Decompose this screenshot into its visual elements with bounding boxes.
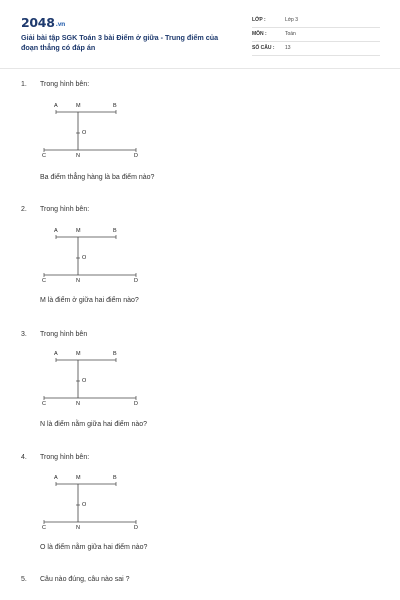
question-text: M là điểm ở giữa hai điểm nào?	[40, 297, 139, 304]
geometry-figure	[38, 103, 148, 165]
point-label-a: A	[54, 103, 58, 109]
point-label-b: B	[113, 351, 117, 357]
point-label-n: N	[76, 278, 80, 284]
point-label-d: D	[134, 525, 138, 531]
point-label-b: B	[113, 475, 117, 481]
point-label-m: M	[76, 351, 81, 357]
point-label-o: O	[82, 378, 87, 384]
meta-label: SỐ CÂU :	[252, 45, 275, 51]
question-prompt: Trong hình bên:	[40, 454, 90, 461]
document-meta	[252, 15, 380, 57]
question-prompt: Trong hình bên:	[40, 206, 90, 213]
question-number: 2.	[21, 206, 27, 213]
point-label-o: O	[82, 255, 87, 261]
point-label-n: N	[76, 153, 80, 159]
geometry-figure	[38, 351, 148, 413]
point-label-o: O	[82, 130, 87, 136]
point-label-c: C	[42, 278, 46, 284]
figure-lines	[38, 103, 148, 165]
point-label-c: C	[42, 153, 46, 159]
meta-row-subject	[252, 29, 380, 42]
point-label-d: D	[134, 153, 138, 159]
question-prompt: Trong hình bên	[40, 331, 88, 338]
point-label-n: N	[76, 401, 80, 407]
point-label-a: A	[54, 475, 58, 481]
point-label-d: D	[134, 278, 138, 284]
meta-value: Lớp 3	[285, 17, 299, 23]
question-prompt: Trong hình bên:	[40, 81, 90, 88]
document-title: Giải bài tập SGK Toán 3 bài Điểm ở giữa - Trung điểm của đoạn thẳng có đáp án	[21, 33, 219, 52]
point-label-n: N	[76, 525, 80, 531]
point-label-a: A	[54, 351, 58, 357]
page-header	[0, 0, 400, 68]
question-number: 4.	[21, 454, 27, 461]
question-text: Ba điểm thẳng hàng là ba điểm nào?	[40, 174, 155, 181]
figure-lines	[38, 228, 148, 290]
logo-text: 2048	[21, 15, 55, 30]
point-label-m: M	[76, 475, 81, 481]
meta-row-question-count	[252, 43, 380, 56]
site-logo[interactable]	[21, 15, 65, 30]
point-label-o: O	[82, 502, 87, 508]
geometry-figure	[38, 475, 148, 537]
point-label-m: M	[76, 228, 81, 234]
meta-value: Toán	[285, 31, 296, 37]
point-label-b: B	[113, 103, 117, 109]
figure-lines	[38, 475, 148, 537]
figure-lines	[38, 351, 148, 413]
point-label-a: A	[54, 228, 58, 234]
meta-row-class	[252, 15, 380, 28]
header-divider	[0, 68, 400, 69]
point-label-c: C	[42, 401, 46, 407]
point-label-c: C	[42, 525, 46, 531]
question-text: O là điểm nằm giữa hai điểm nào?	[40, 544, 148, 551]
meta-label: LỚP :	[252, 17, 266, 23]
question-number: 5.	[21, 576, 27, 583]
meta-label: MÔN :	[252, 31, 267, 37]
question-text: N là điểm nằm giữa hai điểm nào?	[40, 421, 148, 428]
question-number: 3.	[21, 331, 27, 338]
meta-value: 13	[285, 45, 291, 51]
question-number: 1.	[21, 81, 27, 88]
point-label-d: D	[134, 401, 138, 407]
question-prompt: Câu nào đúng, câu nào sai ?	[40, 576, 130, 583]
point-label-m: M	[76, 103, 81, 109]
logo-domain: .vn	[55, 21, 66, 28]
geometry-figure	[38, 228, 148, 290]
point-label-b: B	[113, 228, 117, 234]
